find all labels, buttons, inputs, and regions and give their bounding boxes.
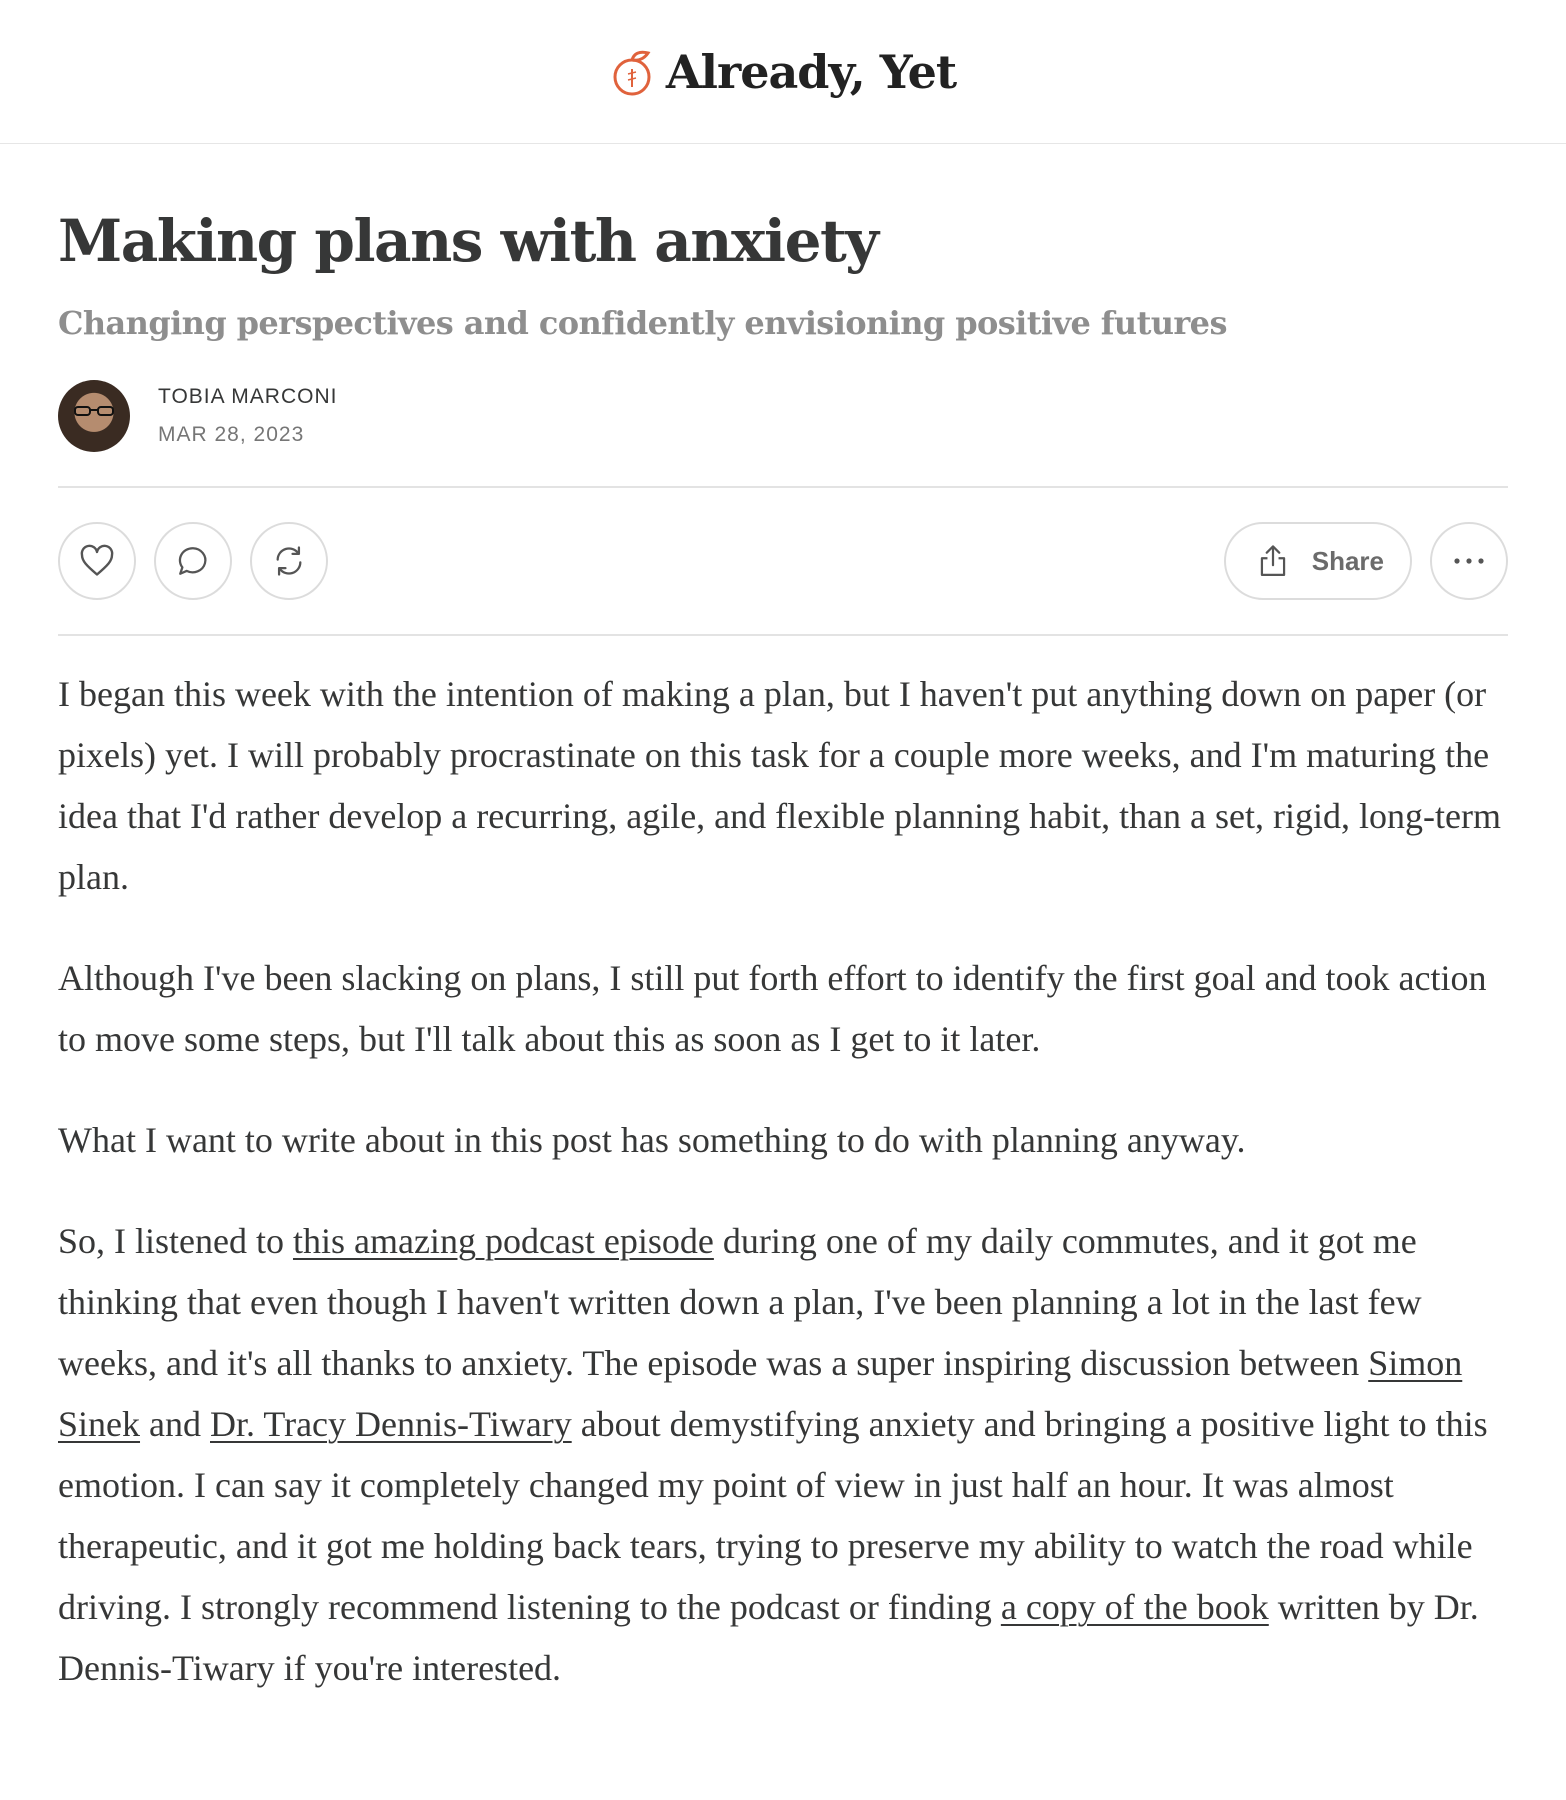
byline-meta	[158, 385, 337, 447]
author-name[interactable]: TOBIA MARCONI	[158, 385, 338, 409]
refresh-icon	[272, 544, 306, 578]
share-button[interactable]	[1224, 522, 1412, 600]
byline	[58, 380, 1508, 452]
paragraph-4-text: So, I listened to	[58, 1221, 293, 1262]
comment-bubble-icon	[176, 544, 210, 578]
comment-button[interactable]	[154, 522, 232, 600]
paragraph-1: I began this week with the intention of making a plan, but I haven't put anything down on paper (or pixels) yet. I will probably procrastinate on this task for a couple more weeks, and I'm maturing the idea that I'd rather develop a recurring, agile, and flexible planning habit, than a set, rigid, long-term plan.	[58, 674, 1501, 898]
masthead	[0, 0, 1566, 144]
podcast-episode-link[interactable]: this amazing podcast episode	[292, 1221, 714, 1262]
like-button[interactable]	[58, 522, 136, 600]
post-subtitle: Changing perspectives and confidently envisioning positive futures	[58, 303, 1227, 342]
more-button[interactable]	[1430, 522, 1508, 600]
post-date: MAR 28, 2023	[158, 423, 305, 447]
share-label: Share	[1311, 545, 1384, 576]
paragraph-4-text: about demystifying anxiety and bringing a positive light to this emotion. I can say it completely changed my point of view in just half an hour. It was almost therapeutic, and it got me holding back tears, trying to preserve my ability to watch the road while driving. I strongly recommend listening to the podcast or finding	[58, 1404, 1488, 1628]
paragraph-4-text: during one of my daily commutes, and it got me thinking that even though I haven't written down a plan, I've been planning a lot in the last few weeks, and it's all thanks to anxiety. The episode was a super inspiring discussion between	[58, 1221, 1422, 1384]
avatar[interactable]	[58, 380, 130, 452]
post-container	[0, 207, 1566, 1699]
action-group-left	[58, 522, 328, 600]
paragraph-4	[58, 1211, 1508, 1699]
more-dots-icon	[1452, 557, 1486, 565]
tracy-dennis-tiwary-link[interactable]: Dr. Tracy Dennis-Tiwary	[210, 1404, 572, 1445]
heart-icon	[79, 544, 115, 578]
book-link[interactable]: a copy of the book	[1000, 1587, 1269, 1628]
paragraph-4-text: and	[140, 1404, 210, 1445]
action-group-right	[1224, 522, 1508, 600]
restack-button[interactable]	[250, 522, 328, 600]
publication-title[interactable]: Already, Yet	[665, 44, 957, 99]
post-title: Making plans with anxiety	[58, 207, 878, 275]
share-upload-icon	[1256, 543, 1290, 579]
post-actions	[58, 488, 1508, 634]
paragraph-3: What I want to write about in this post has something to do with planning anyway.	[58, 1120, 1246, 1161]
post-body	[58, 636, 1508, 1699]
paragraph-4-text: written by Dr. Dennis-Tiwary if you're interested.	[58, 1587, 1479, 1689]
paragraph-2: Although I've been slacking on plans, I still put forth effort to identify the first goal and took action to move some steps, but I'll talk about this as soon as I get to it later.	[58, 958, 1487, 1060]
peach-logo-icon[interactable]	[610, 47, 656, 97]
simon-sinek-link[interactable]: Simon Sinek	[58, 1343, 1463, 1445]
